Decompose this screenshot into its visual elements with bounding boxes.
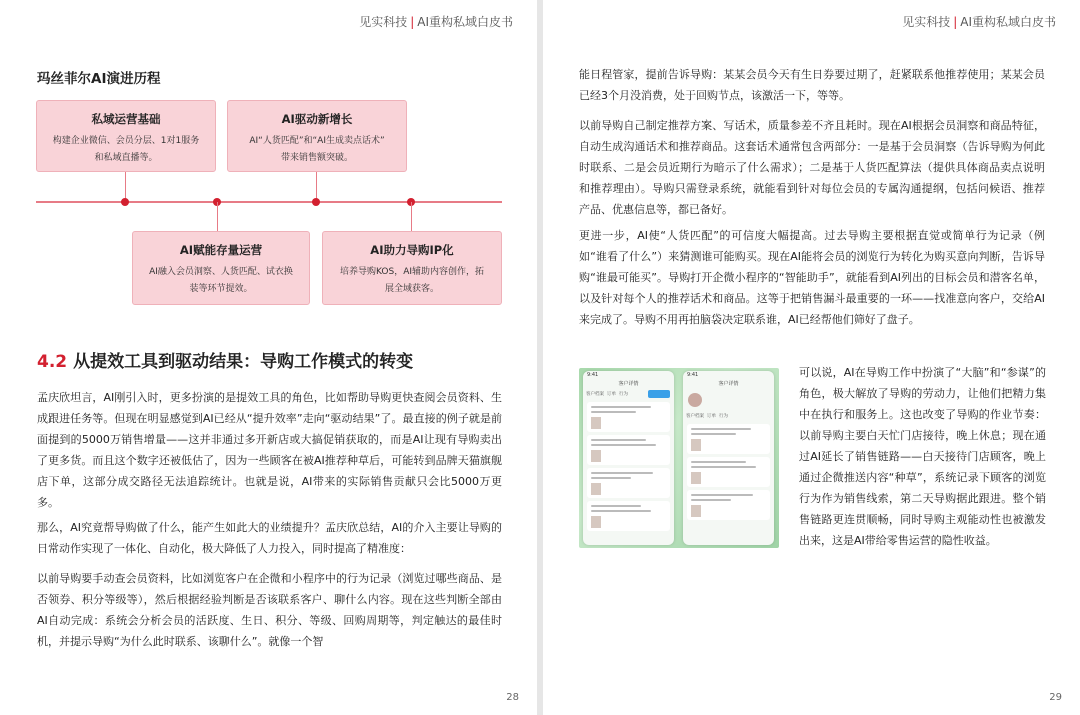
page-header [359, 13, 513, 30]
timeline-box-line: 展全域获客。 [384, 284, 439, 294]
phone-tab: 订单 [607, 392, 616, 397]
phone-status-time: 9:41 [687, 372, 699, 378]
timeline-box-guide-ip [322, 231, 502, 305]
phone-tab: 客户档案 [586, 392, 604, 397]
phone-card [587, 435, 670, 465]
phone-tab: 订单 [707, 414, 716, 419]
chapter-heading [37, 347, 413, 372]
timeline-box-line: 和私域直播等。 [94, 153, 158, 163]
timeline-box-title: AI助力导购IP化 [370, 243, 454, 257]
timeline-connector [217, 202, 218, 232]
section-heading: 玛丝菲尔AI演进历程 [37, 71, 161, 87]
phone-tab: 行为 [619, 392, 628, 397]
page-header [902, 13, 1056, 30]
app-screenshot-image [579, 368, 779, 548]
timeline-dot [312, 198, 320, 206]
paragraph: 可以说，AI在导购工作中扮演了“大脑”和“参谋”的角色，极大解放了导购的劳动力，让他们把精力集中在执行和服务上。这也改变了导购的作业节奏：以前导购主要白天忙门店接待，晚上休息；现在通过AI延长了销售链路——白天接待门店顾客，晚上通过企微推送内容“种草”，系统记录下顾客的浏览行为作为销售线索，第二天导购据此跟进。整个销售链路更连贯顺畅，同时导购主观能动性也被激发出来，这是AI带给零售运营的隐性收益。 [799, 366, 1046, 547]
timeline-box-line: AI融入会员洞察、人货匹配、试衣换 [149, 267, 293, 277]
phone-mockup-left [583, 371, 674, 545]
timeline-box-line: 构建企业微信、会员分层、1对1服务 [52, 136, 200, 146]
header-brand: 见实科技 [902, 15, 951, 29]
timeline-box-title: AI驱动新增长 [281, 112, 353, 126]
paragraph: 以前导购要手动查会员资料，比如浏览客户在企微和小程序中的行为记录（浏览过哪些商品、是否领券、积分等级等），然后根据经验判断是否该联系客户、聊什么内容。现在这些判断全部由AI自动完成：系统会分析会员的活跃度、生日、积分、等级、回购周期等，判定触达的最佳时机，并提示导购“为什么此时联系、该聊什么”。就像一个智 [37, 572, 502, 648]
timeline-axis [36, 201, 502, 203]
page-number: 29 [1049, 692, 1062, 703]
timeline-box-text [323, 264, 501, 298]
header-separator: | [953, 15, 958, 29]
timeline-box-text [133, 264, 309, 298]
phone-card [587, 501, 670, 531]
chapter-title: 从提效工具到驱动结果：导购工作模式的转变 [73, 352, 414, 372]
paragraph: 以前导购自己制定推荐方案、写话术，质量参差不齐且耗时。现在AI根据会员洞察和商品特征，自动生成沟通话术和推荐商品。这套话术通常包含两部分：一是基于会员洞察（告诉导购为何此时联系、二是会员近期行为暗示了什么需求）；二是基于人货匹配算法（提供具体商品卖点说明和推荐理由）。导购只需登录系统，就能看到针对每位会员的专属沟通提纲，包括问候语、推荐产品、优惠信息等，都已备好。 [579, 119, 1045, 216]
timeline-box-line: 装等环节提效。 [189, 284, 253, 294]
timeline-box-text [37, 133, 215, 167]
timeline-box-text [228, 133, 406, 167]
phone-title: 客户详情 [618, 381, 639, 387]
timeline-box-title: AI赋能存量运营 [179, 243, 263, 257]
header-separator: | [410, 15, 415, 29]
paragraph: 能日程管家，提前告诉导购：某某会员今天有生日券要过期了，赶紧联系他推荐使用；某某会员已经3个月没消费，处于回购节点，该激活一下，等等。 [579, 68, 1045, 102]
right-page [543, 0, 1080, 715]
page-number: 28 [506, 692, 519, 703]
phone-tab: 行为 [719, 414, 728, 419]
phone-status-time: 9:41 [587, 372, 599, 378]
phone-card [687, 490, 770, 520]
timeline-box-line: AI“人货匹配”和“AI生成卖点话术” [249, 136, 385, 146]
timeline-connector [411, 202, 412, 232]
avatar [688, 393, 702, 407]
timeline-box-line: 带来销售额突破。 [280, 153, 353, 163]
phone-card [687, 424, 770, 454]
timeline-box-ai-growth [227, 100, 407, 172]
header-title: AI重构私域白皮书 [960, 15, 1056, 29]
timeline-box-title: 私域运营基础 [91, 112, 161, 126]
header-title: AI重构私域白皮书 [417, 15, 513, 29]
timeline-box-line: 培养导购KOS，AI辅助内容创作，拓 [339, 267, 485, 277]
phone-card [587, 402, 670, 432]
left-page [0, 0, 537, 715]
paragraph: 孟庆欣坦言，AI刚引入时，更多扮演的是提效工具的角色，比如帮助导购更快查阅会员资料、生成跟进任务等。但现在明显感觉到AI已经从“提升效率”走向“驱动结果”了。最直接的例子就是前面提到的5000万销售增量——这并非通过多开新店或大搞促销获取的，而是AI让现有导购卖出了更多货。而且这个数字还被低估了，因为一些顾客在被AI推荐种草后，可能转到品牌天猫旗舰店下单，这部分成交路径无法追踪统计。也就是说，AI带来的实际销售贡献只会比5000万更多。 [37, 391, 502, 509]
phone-tabs [683, 411, 774, 421]
phone-mockup-right [683, 371, 774, 545]
timeline-dot [121, 198, 129, 206]
phone-title: 客户详情 [718, 381, 739, 387]
phone-action-button [648, 390, 670, 398]
chapter-number: 4.2 [37, 352, 68, 372]
timeline-box-private-domain-basics [36, 100, 216, 172]
paragraph: 那么，AI究竟帮导购做了什么，能产生如此大的业绩提升？孟庆欣总结，AI的介入主要让导购的日常动作实现了一体化、自动化，极大降低了人力投入，同时提高了精准度： [37, 521, 502, 555]
timeline-box-ai-stock-ops [132, 231, 310, 305]
phone-card [587, 468, 670, 498]
header-brand: 见实科技 [359, 15, 408, 29]
phone-tab: 客户档案 [686, 414, 704, 419]
phone-card [687, 457, 770, 487]
paragraph: 更进一步，AI使“人货匹配”的可信度大幅提高。过去导购主要根据直觉或简单行为记录（例如“谁看了什么”）来猜测谁可能购买。现在AI能将会员的浏览行为转化为购买意向判断，告诉导购“谁最可能买”。导购打开企微小程序的“智能助手”，就能看到AI列出的目标会员和潜客名单，以及针对每个人的推荐话术和商品。这等于把销售漏斗最重要的一环——找准意向客户，交给AI来完成了。导购不用再拍脑袋决定联系谁，AI已经帮他们筛好了盘子。 [579, 229, 1045, 326]
